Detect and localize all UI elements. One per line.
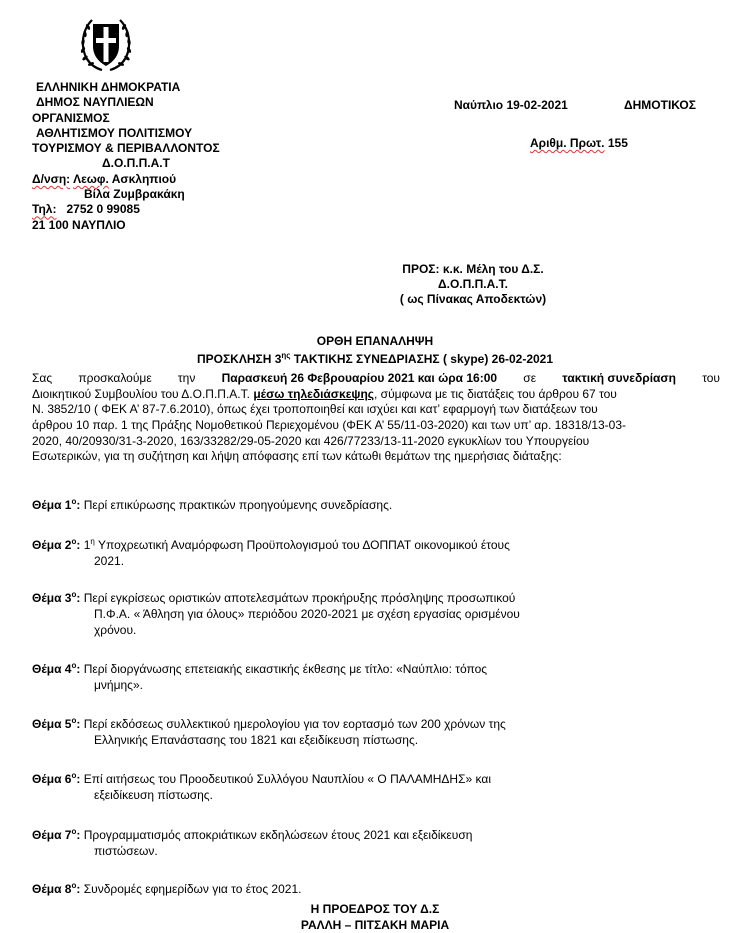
- sender-org-line3: ΤΟΥΡΙΣΜΟΥ & ΠΕΡΙΒΑΛΛΟΝΤΟΣ: [32, 141, 220, 156]
- body-line-3: Ν. 3852/10 ( ΦΕΚ Α’ 87-7.6.2010), όπως έχει τροποποιηθεί και ισχύει και κατ’ εφαρμογή των διατάξεων του: [32, 402, 598, 417]
- address-street: Ασκληπιού: [111, 171, 177, 186]
- phone-number: 2752 0 99085: [66, 202, 140, 217]
- recipients-line3: ( ως Πίνακας Αποδεκτών): [399, 292, 547, 306]
- agenda-topic-8: Θέμα $8^o$: Συνδρομές εφημερίδων για το έτος 2021.: [32, 881, 302, 896]
- sender-org-acronym: Δ.Ο.Π.Π.Α.Τ: [102, 156, 170, 171]
- sender-country: ΕΛΛΗΝΙΚΗ ΔΗΜΟΚΡΑΤΙΑ: [36, 80, 181, 94]
- meeting-type: τακτική συνεδρίαση: [562, 371, 676, 385]
- topic-text-line2: Π.Φ.Α. « Άθληση για όλους» περιόδου 2020-2021 με σχέση εργασίας ορισμένου: [94, 607, 520, 621]
- body-line-4: άρθρου 10 παρ. 1 της Πράξης Νομοθετικού Περιεχομένου (ΦΕΚ Α’ 55/11-03-2020) και των υπ’ αρ. 18318/13-03-: [32, 418, 627, 433]
- topic-label-sup: ο: [71, 590, 77, 599]
- topic-text-line2: μνήμης».: [94, 678, 143, 692]
- sender-address: [32, 172, 220, 187]
- body-word: την: [177, 371, 196, 385]
- recipients-line2: Δ.Ο.Π.Π.Α.Τ.: [438, 277, 508, 291]
- invitation-body: [32, 371, 720, 465]
- recipients-line1: ΠΡΟΣ: κ.κ. Μέλη του Δ.Σ.: [402, 262, 544, 276]
- phone-label: Τηλ:: [32, 202, 57, 217]
- topic-label: Θέμα 3: [32, 591, 72, 605]
- title-invitation-sup: ης: [281, 351, 291, 360]
- title-invitation: [0, 352, 750, 367]
- sender-org-line1: ΟΡΓΑΝΙΣΜΟΣ: [32, 110, 110, 125]
- topic-text: Συνδρομές εφημερίδων για το έτος 2021.: [83, 882, 302, 896]
- agenda-topic-3: Θέμα $3^o$: Περί εγκρίσεως οριστικών αποτελεσμάτων προκήρυξης πρόσληψης προσωπικού Π.Φ.Α. « Άθληση για όλους» περιόδου 2020-2021 με σχέση εργασίας ορισμένου χρόνου.: [32, 590, 520, 637]
- address-line2: Βίλα Ζυμβρακάκη: [84, 187, 185, 202]
- address-label: Δ/νση:: [32, 171, 71, 186]
- recipients-block: [368, 262, 578, 307]
- body-text-c: , σύμφωνα με τις διατάξεις του άρθρου 67 του: [374, 386, 617, 401]
- topic-label: Θέμα 4: [32, 662, 72, 676]
- body-text-a: Διοικητικού Συμβουλίου του Δ.Ο.Π.Π.Α.Τ.: [32, 386, 250, 401]
- topic-label-sup: ο: [71, 537, 77, 546]
- topic-text: Υποχρεωτική Αναμόρφωση Προϋπολογισμού του ΔΟΠΠΑΤ οικονομικού έτους: [94, 538, 510, 552]
- sender-org-line2: ΑΘΛΗΤΙΣΜΟΥ ΠΟΛΙΤΙΣΜΟΥ: [36, 125, 193, 140]
- topic-text-line2: εξειδίκευση πίστωσης.: [94, 788, 213, 802]
- topic-label: Θέμα 8: [32, 882, 72, 896]
- topic-text-sup: η: [90, 537, 95, 546]
- topic-text: Περί εγκρίσεως οριστικών αποτελεσμάτων προκήρυξης πρόσληψης προσωπικού: [83, 591, 516, 605]
- topic-text: Προγραμματισμός αποκριάτικων εκδηλώσεων έτους 2021 και εξειδίκευση: [83, 828, 473, 842]
- topic-label-sup: ο: [71, 771, 77, 780]
- topic-text-line2: Ελληνικής Επανάστασης του 1821 και εξειδίκευση πίστωσης.: [94, 733, 419, 747]
- sender-municipality: ΔΗΜΟΣ ΝΑΥΠΛΙΕΩΝ: [36, 95, 154, 110]
- coat-of-arms-emblem: [78, 14, 134, 74]
- sender-phone: [32, 202, 220, 217]
- topic-label: Θέμα 5: [32, 717, 72, 731]
- protocol-number: [530, 136, 628, 151]
- document-type: ΔΗΜΟΤΙΚΟΣ: [624, 98, 696, 112]
- topic-label-sup: ο: [71, 716, 77, 725]
- body-word: σε: [523, 371, 537, 385]
- topic-label: Θέμα 1: [32, 498, 72, 512]
- signature-title: Η ΠΡΟΕΔΡΟΣ ΤΟΥ Δ.Σ: [310, 902, 440, 916]
- topic-label-sup: ο: [71, 661, 77, 670]
- body-line-6: Εσωτερικών, για τη συζήτηση και λήψη απόφασης επί των κάτωθι θεμάτων της ημερήσιας διάταξης:: [32, 449, 562, 464]
- body-word: Σας: [32, 371, 53, 385]
- body-word: προσκαλούμε: [78, 371, 152, 385]
- body-line-1: [32, 371, 720, 387]
- topic-label-sup: ο: [71, 497, 77, 506]
- title-invitation-rest: ΤΑΚΤΙΚΗΣ ΣΥΝΕΔΡΙΑΣΗΣ ( skype) 26-02-2021: [290, 352, 554, 366]
- body-line-2: [32, 387, 720, 403]
- topic-text-line2: πιστώσεων.: [94, 844, 158, 858]
- agenda-topic-5: Θέμα $5^o$: Περί εκδόσεως συλλεκτικού ημερολογίου για τον εορτασμό των 200 χρόνων της Ελληνικής Επανάστασης του 1821 και εξειδίκευση πίστωσης.: [32, 716, 506, 747]
- topic-label: Θέμα 7: [32, 828, 72, 842]
- protocol-value: 155: [607, 136, 628, 150]
- address-abbr: Λεωφ.: [73, 171, 109, 186]
- agenda-topic-7: Θέμα $7^o$: Προγραμματισμός αποκριάτικων εκδηλώσεων έτους 2021 και εξειδίκευση πιστώσεων.: [32, 827, 473, 858]
- agenda-topic-2: Θέμα $2^o$: $1^\eta$ Υποχρεωτική Αναμόρφωση Προϋπολογισμού του ΔΟΠΠΑΤ οικονομικού έτους 2021.: [32, 537, 510, 568]
- sender-block: [32, 80, 220, 233]
- meeting-datetime: Παρασκευή 26 Φεβρουαρίου 2021 και ώρα 16:00: [221, 371, 498, 385]
- meeting-mode: μέσω τηλεδιάσκεψης: [253, 386, 375, 401]
- topic-text-line2: 2021.: [94, 554, 125, 568]
- topic-text: Περί διοργάνωσης επετειακής εικαστικής έκθεσης με τίτλο: «Ναύπλιο: τόπος: [83, 662, 488, 676]
- title-correction: ΟΡΘΗ ΕΠΑΝΑΛΗΨΗ: [316, 334, 434, 348]
- sender-postal: 21 100 ΝΑΥΠΛΙΟ: [32, 217, 126, 232]
- topic-text: Περί επικύρωσης πρακτικών προηγούμενης συνεδρίασης.: [83, 498, 393, 512]
- agenda-topic-4: Θέμα $4^o$: Περί διοργάνωσης επετειακής εικαστικής έκθεσης με τίτλο: «Ναύπλιο: τόπος μνήμης».: [32, 661, 488, 692]
- signature-name: ΡΑΛΛΗ – ΠΙΤΣΑΚΗ ΜΑΡΙΑ: [300, 918, 450, 932]
- agenda-topic-6: Θέμα $6^o$: Επί αιτήσεως του Προοδευτικού Συλλόγου Ναυπλίου « Ο ΠΑΛΑΜΗΔΗΣ» και εξειδίκευση πίστωσης.: [32, 771, 491, 802]
- place-date: Ναύπλιο 19-02-2021: [454, 98, 568, 112]
- body-word: του: [702, 371, 720, 385]
- topic-label-sup: ο: [71, 827, 77, 836]
- topic-label: Θέμα 2: [32, 538, 72, 552]
- topic-text: Επί αιτήσεως του Προοδευτικού Συλλόγου Ναυπλίου « Ο ΠΑΛΑΜΗΔΗΣ» και: [83, 772, 491, 786]
- topic-label: Θέμα 6: [32, 772, 72, 786]
- body-line-5: 2020, 40/20930/31-3-2020, 163/33282/29-05-2020 και 426/77233/13-11-2020 εγκυκλίων του Υπουργείου: [32, 433, 590, 448]
- topic-text-num: 1: [83, 538, 91, 552]
- topic-text-line3: χρόνου.: [94, 623, 137, 637]
- agenda-topic-1: Θέμα $1^o$: Περί επικύρωσης πρακτικών προηγούμενης συνεδρίασης.: [32, 497, 393, 512]
- title-invitation-text: ΠΡΟΣΚΛΗΣΗ 3: [196, 352, 282, 366]
- topic-text: Περί εκδόσεως συλλεκτικού ημερολογίου για τον εορτασμό των 200 χρόνων της: [83, 717, 506, 731]
- protocol-label: Αριθμ. Πρωτ.: [530, 136, 605, 150]
- topic-label-sup: ο: [71, 881, 77, 890]
